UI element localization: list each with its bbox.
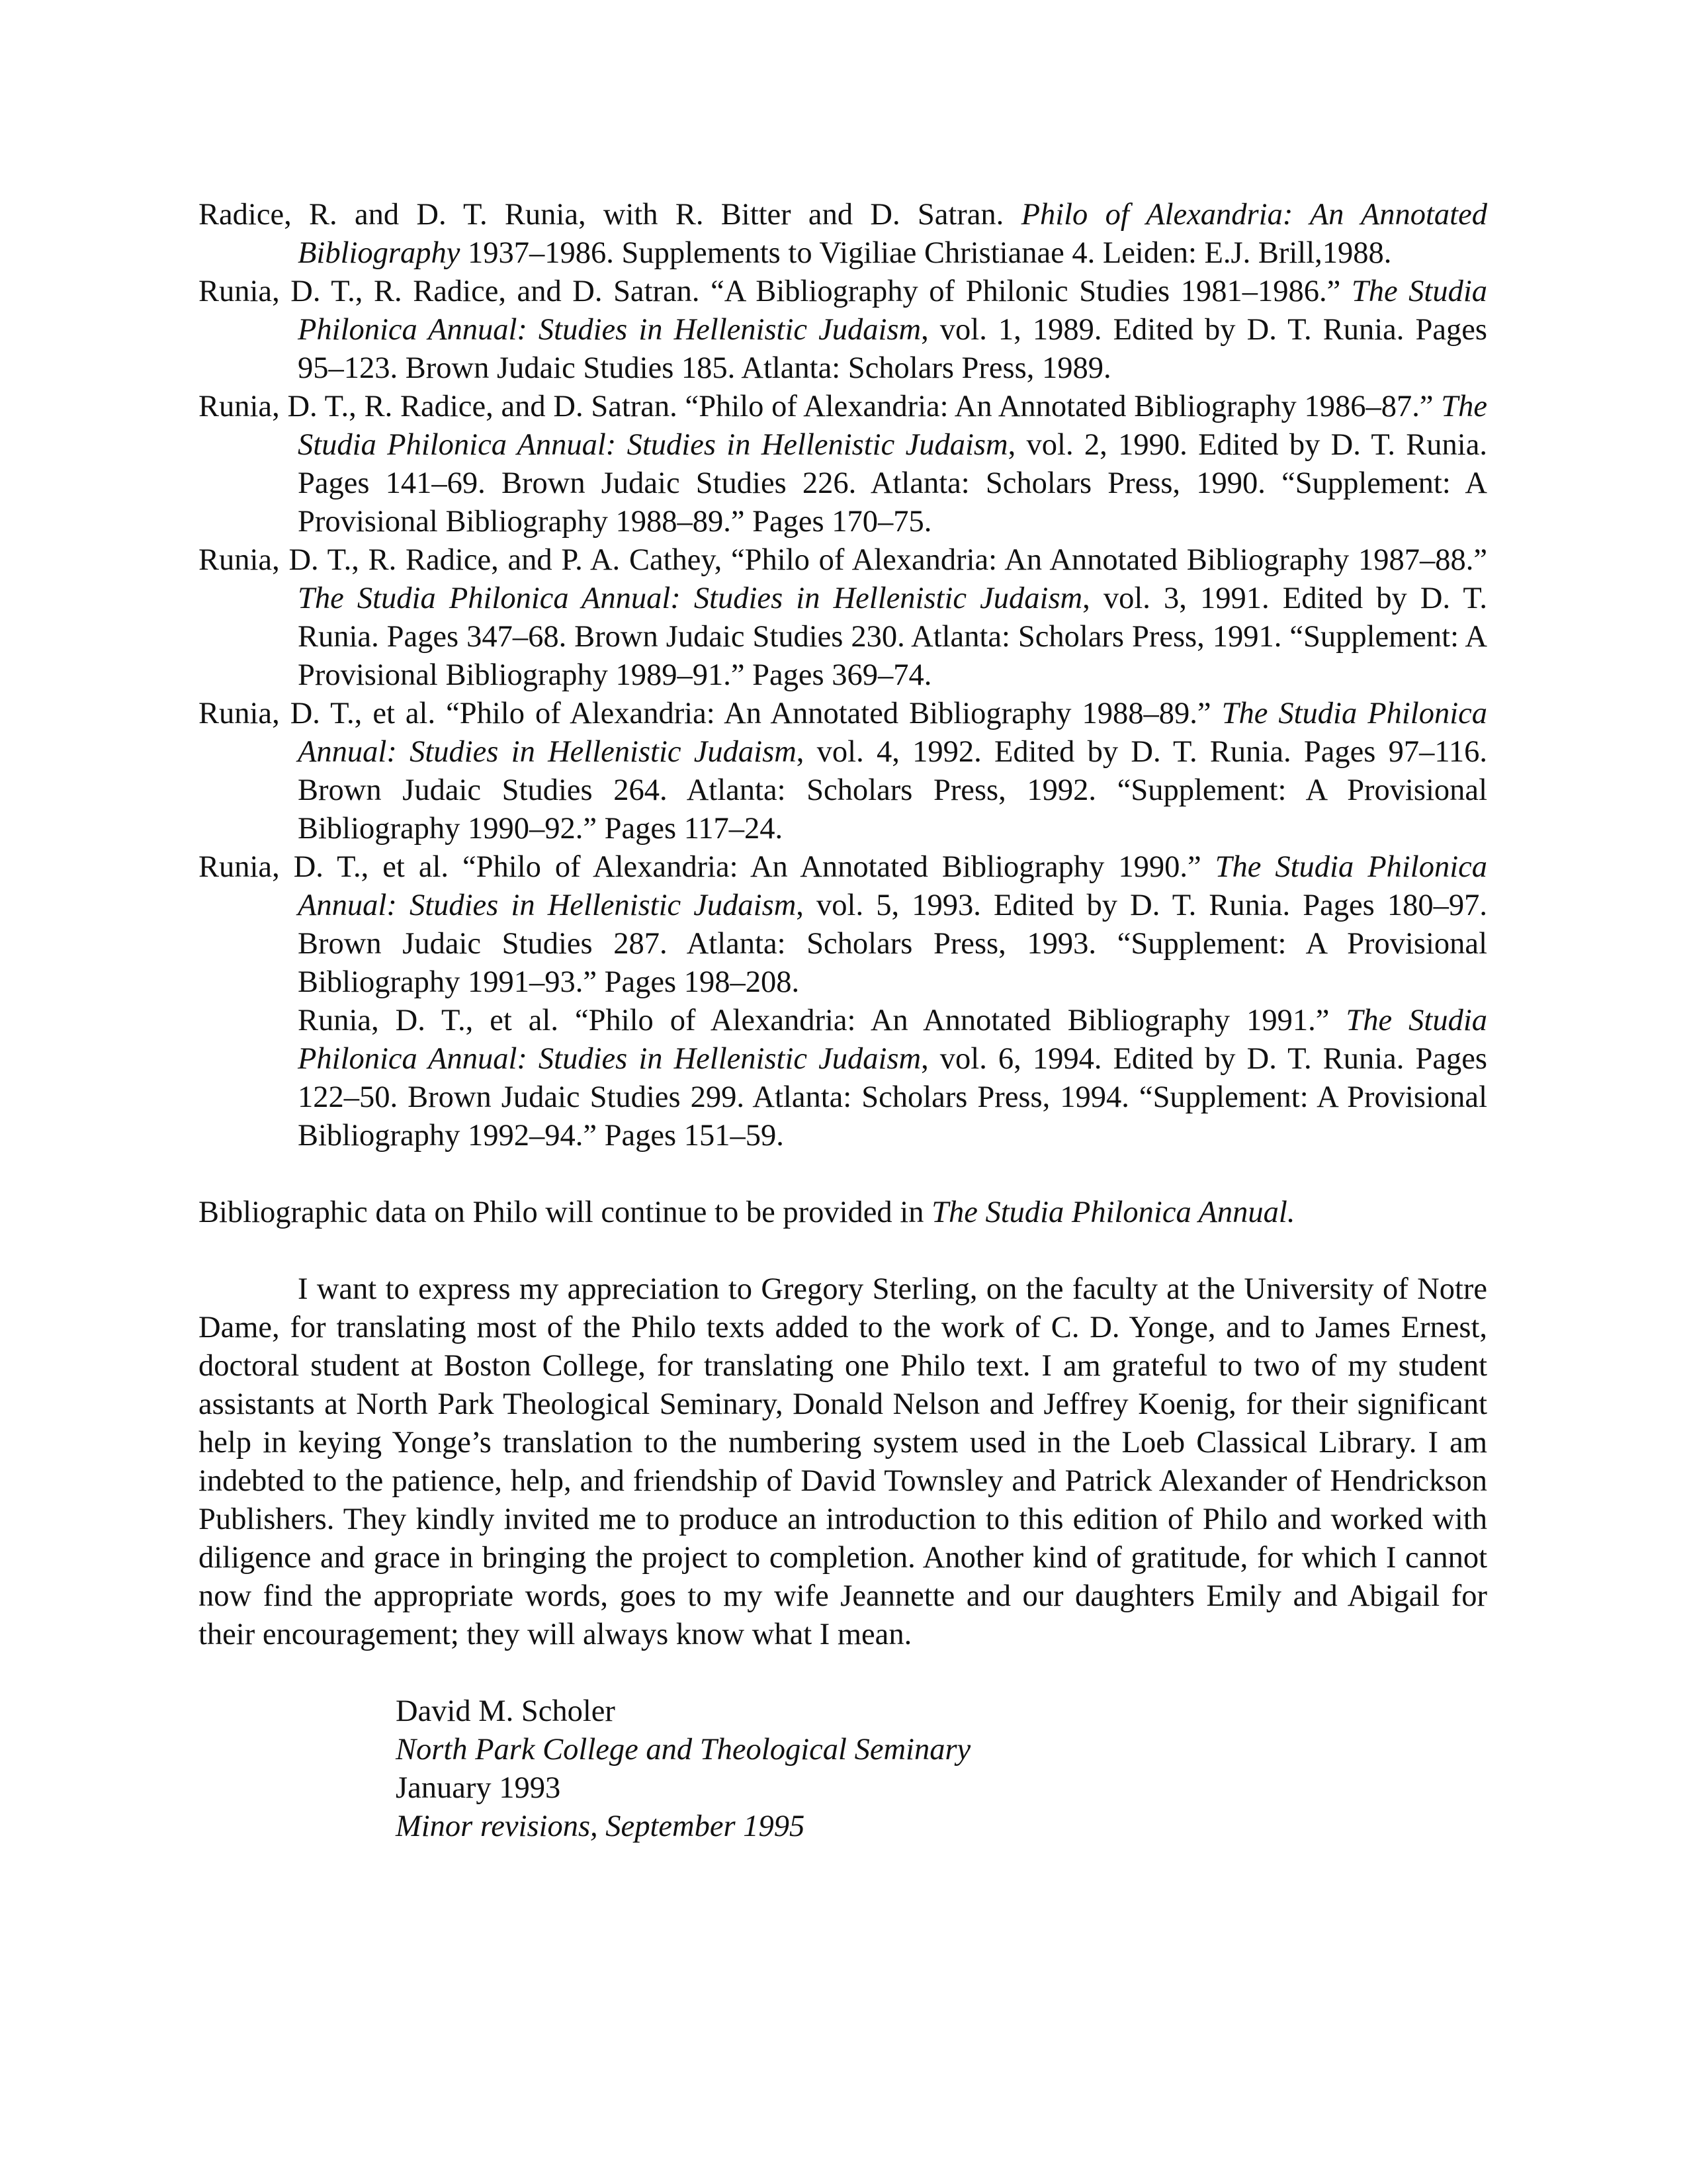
entry-authors: Runia, D. T., R. Radice, and D. Satran. “Philo of Alexandria: An Annotated Bibliography 1986–87.” (198, 390, 1442, 423)
document-page (198, 196, 1487, 1846)
entry-title: Philo of Alexandria: An Annotated Bibliography (298, 198, 1487, 270)
bibliography-entry (198, 695, 1487, 848)
entry-title: The Studia Philonica Annual: Studies in Hellenistic Judaism (298, 1004, 1487, 1076)
bibliography-entry (198, 541, 1487, 695)
entry-authors: Radice, R. and D. T. Runia, with R. Bitter and D. Satran. (198, 198, 1021, 232)
entry-authors: Runia, D. T., et al. “Philo of Alexandria: An Annotated Bibliography 1991.” (298, 1004, 1346, 1037)
entry-title: The Studia Philonica Annual: Studies in Hellenistic Judaism (298, 275, 1488, 347)
entry-details: , vol. 1, 1989. Edited by D. T. Runia. Pages 95–123. Brown Judaic Studies 185. Atlanta: Scholars Press, 1989. (298, 313, 1487, 385)
author-institution: North Park College and Theological Seminary (396, 1733, 971, 1767)
entry-title: The Studia Philonica Annual: Studies in Hellenistic Judaism (298, 697, 1488, 769)
acknowledgment-paragraph: I want to express my appreciation to Gregory Sterling, on the faculty at the University of Notre Dame, for translating most of the Philo texts added to the work of C. D. Yonge, and to James Ernest, doctoral student at Boston College, for translating one Philo text. I am grateful to two of my student assistants at North Park Theological Seminary, Donald Nelson and Jeffrey Koenig, for their significant help in keying Yonge’s translation to the numbering system used in the Loeb Classical Library. I am indebted to the patience, help, and friendship of David Townsley and Patrick Alexander of Hendrickson Publishers. They kindly invited me to produce an introduction to this edition of Philo and worked with diligence and grace in bringing the project to completion. Another kind of gratitude, for which I cannot now find the appropriate words, goes to my wife Jeannette and our daughters Emily and Abigail for their encouragement; they will always know what I mean. (198, 1272, 1487, 1651)
bibliography-entry (198, 848, 1487, 1002)
bibliography-entry (198, 1002, 1487, 1155)
bibliography-note (198, 1194, 1487, 1232)
signature-block (198, 1692, 1487, 1846)
note-journal-title: The Studia Philonica Annual. (931, 1196, 1295, 1229)
entry-details: 1937–1986. Supplements to Vigiliae Christianae 4. Leiden: E.J. Brill,1988. (460, 236, 1392, 270)
bibliography-list (198, 196, 1487, 1155)
entry-authors: Runia, D. T., et al. “Philo of Alexandria: An Annotated Bibliography 1990.” (198, 850, 1215, 884)
author-name: David M. Scholer (396, 1694, 615, 1728)
entry-authors: Runia, D. T., et al. “Philo of Alexandria: An Annotated Bibliography 1988–89.” (198, 697, 1222, 730)
bibliography-entry (198, 273, 1487, 388)
entry-details: , vol. 3, 1991. Edited by D. T. Runia. Pages 347–68. Brown Judaic Studies 230. Atlanta: Scholars Press, 1991. “Supplement: A Provisional Bibliography 1989–91.” Pages 369–74. (298, 582, 1487, 692)
entry-details: , vol. 6, 1994. Edited by D. T. Runia. Pages 122–50. Brown Judaic Studies 299. Atlanta: Scholars Press, 1994. “Supplement: A Provisional Bibliography 1992–94.” Pages 151–59. (298, 1042, 1487, 1153)
entry-authors: Runia, D. T., R. Radice, and D. Satran. “A Bibliography of Philonic Studies 1981–1986.” (198, 275, 1352, 308)
signature-date: January 1993 (396, 1771, 561, 1805)
bibliography-entry (198, 388, 1487, 541)
entry-details: , vol. 2, 1990. Edited by D. T. Runia. Pages 141–69. Brown Judaic Studies 226. Atlanta: Scholars Press, 1990. “Supplement: A Provisional Bibliography 1988–89.” Pages 170–75. (298, 428, 1487, 539)
entry-title: The Studia Philonica Annual: Studies in Hellenistic Judaism (298, 582, 1083, 615)
entry-details: , vol. 5, 1993. Edited by D. T. Runia. Pages 180–97. Brown Judaic Studies 287. Atlanta: Scholars Press, 1993. “Supplement: A Provisional Bibliography 1991–93.” Pages 198–208. (298, 889, 1487, 999)
revision-note: Minor revisions, September 1995 (396, 1810, 805, 1843)
entry-details: , vol. 4, 1992. Edited by D. T. Runia. Pages 97–116. Brown Judaic Studies 264. Atlanta: Scholars Press, 1992. “Supplement: A Provisional Bibliography 1990–92.” Pages 117–24. (298, 735, 1487, 846)
entry-title: The Studia Philonica Annual: Studies in Hellenistic Judaism (298, 390, 1487, 462)
note-text: Bibliographic data on Philo will continue to be provided in (198, 1196, 932, 1229)
entry-authors: Runia, D. T., R. Radice, and P. A. Cathey, “Philo of Alexandria: An Annotated Bibliography 1987–88.” (198, 543, 1487, 577)
bibliography-entry (198, 196, 1487, 273)
entry-title: The Studia Philonica Annual: Studies in Hellenistic Judaism (298, 850, 1488, 922)
